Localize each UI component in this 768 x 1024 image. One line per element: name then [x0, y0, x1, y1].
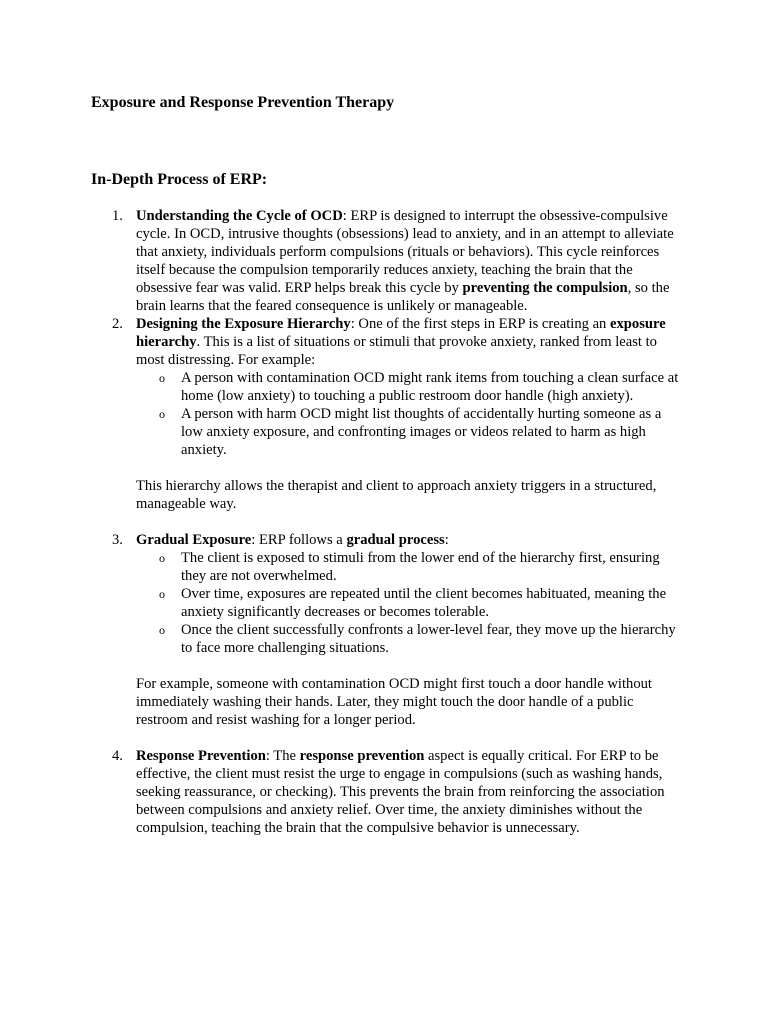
sub-list-item	[159, 621, 681, 657]
paragraph-spacer	[136, 459, 680, 477]
item-body: : ERP follows a	[251, 532, 347, 548]
item-body: , so the brain learns that the feared consequence is unlikely or manageable.	[136, 280, 670, 314]
item-body: : One of the first steps in ERP is creating an	[350, 316, 610, 332]
sub-list-item	[159, 585, 681, 621]
sub-list	[136, 549, 680, 657]
sub-list-item	[159, 369, 681, 405]
item-title: Understanding the Cycle of OCD	[136, 208, 343, 224]
document-title: Exposure and Response Prevention Therapy	[91, 94, 395, 111]
bullet-icon: o	[159, 407, 165, 421]
item-title: Response Prevention	[136, 748, 266, 764]
list-item-text	[136, 747, 680, 837]
list-item-response-prevention	[112, 747, 680, 837]
list-item-cycle-of-ocd	[112, 207, 680, 315]
item-emphasis: preventing the compulsion	[462, 280, 628, 296]
sub-item-text: A person with harm OCD might list thoughts of accidentally hurting someone as a low anxiety exposure, and confronting images or videos related to harm as high anxiety.	[181, 406, 662, 458]
item-emphasis: exposure hierarchy	[136, 316, 666, 350]
list-number: 3.	[112, 532, 123, 548]
list-number: 1.	[112, 208, 123, 224]
sub-item-text: A person with contamination OCD might rank items from touching a clean surface at home (low anxiety) to touching a public restroom door handle (high anxiety).	[181, 370, 679, 404]
item-body: :	[444, 532, 449, 548]
item-body: : ERP is designed to interrupt the obsessive-compulsive cycle. In OCD, intrusive thoughts (obsessions) lead to anxiety, and in an attempt to alleviate that anxiety, individuals perform compulsions (rituals or behaviors). This cycle reinforces itself because the compulsion temporarily reduces anxiety, teaching the brain that the obsessive fear was valid. ERP helps break this cycle by	[136, 208, 674, 296]
sub-list-item	[159, 405, 681, 459]
bullet-icon: o	[159, 587, 165, 601]
sub-item-text: Once the client successfully confronts a lower-level fear, they move up the hierarchy to face more challenging situations.	[181, 622, 676, 656]
item-emphasis: response prevention	[299, 748, 425, 764]
bullet-icon: o	[159, 623, 165, 637]
item-body: aspect is equally critical. For ERP to be effective, the client must resist the urge to engage in compulsions (such as washing hands, seeking reassurance, or checking). This prevents the brain from reinforcing the association between compulsions and anxiety relief. Over time, the anxiety diminishes without the compulsion, teaching the brain that the compulsive behavior is unnecessary.	[136, 748, 665, 836]
item-body: : The	[265, 748, 300, 764]
list-item-gradual-exposure	[112, 531, 680, 747]
list-item-text	[136, 315, 680, 369]
paragraph-spacer	[136, 729, 680, 747]
item-title: Gradual Exposure	[136, 532, 252, 548]
numbered-list	[0, 207, 768, 837]
sub-list	[136, 369, 680, 459]
bullet-icon: o	[159, 371, 165, 385]
bullet-icon: o	[159, 551, 165, 565]
item-emphasis: gradual process	[346, 532, 445, 548]
list-item-exposure-hierarchy	[112, 315, 680, 531]
paragraph-spacer	[136, 657, 680, 675]
sub-list-item	[159, 549, 681, 585]
sub-item-text: The client is exposed to stimuli from the lower end of the hierarchy first, ensuring they are not overwhelmed.	[181, 550, 660, 584]
section-heading: In-Depth Process of ERP:	[91, 171, 268, 188]
item-title: Designing the Exposure Hierarchy	[136, 316, 351, 332]
paragraph-spacer	[136, 513, 680, 531]
item-closing-text: This hierarchy allows the therapist and client to approach anxiety triggers in a structured, manageable way.	[136, 478, 657, 512]
sub-item-text: Over time, exposures are repeated until the client becomes habituated, meaning the anxiety significantly decreases or becomes tolerable.	[181, 586, 667, 620]
list-item-text	[136, 207, 680, 315]
list-number: 4.	[112, 748, 123, 764]
list-number: 2.	[112, 316, 123, 332]
item-body: . This is a list of situations or stimuli that provoke anxiety, ranked from least to most distressing. For example:	[136, 334, 657, 368]
list-item-text	[136, 531, 680, 549]
item-closing-text: For example, someone with contamination OCD might first touch a door handle without immediately washing their hands. Later, they might touch the door handle of a public restroom and resist washing for a longer period.	[136, 676, 652, 728]
